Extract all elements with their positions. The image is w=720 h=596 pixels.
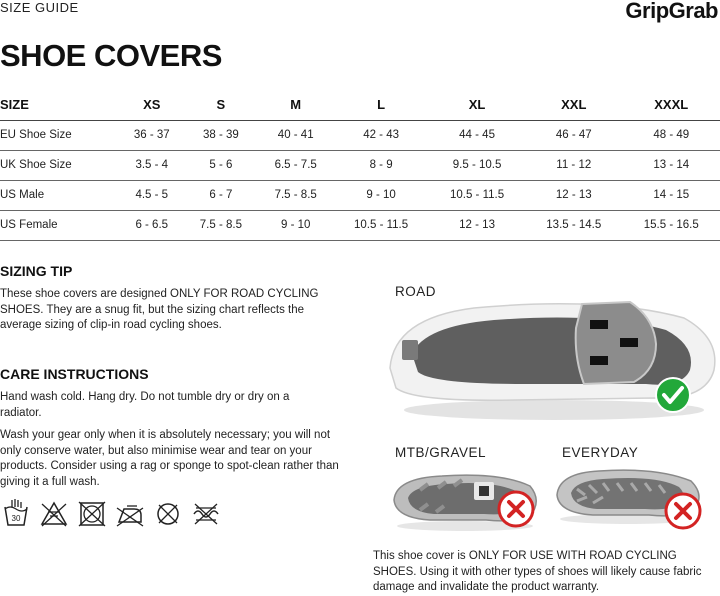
everyday-label: EVERYDAY <box>562 445 639 460</box>
table-cell: 44 - 45 <box>429 120 525 150</box>
page-title: SHOE COVERS <box>0 38 222 73</box>
brand-logo: GripGrab <box>625 0 718 23</box>
size-table <box>0 90 720 241</box>
size-guide-label: SIZE GUIDE <box>0 0 79 15</box>
no-dry-clean-icon <box>154 498 182 528</box>
table-cell: 7.5 - 8.5 <box>258 180 333 210</box>
column-header: S <box>183 90 258 120</box>
no-iron-icon <box>116 498 144 528</box>
table-cell: 9.5 - 10.5 <box>429 150 525 180</box>
table-cell: 6 - 7 <box>183 180 258 210</box>
table-cell: 3.5 - 4 <box>120 150 183 180</box>
table-cell: 42 - 43 <box>333 120 429 150</box>
table-cell: 38 - 39 <box>183 120 258 150</box>
cross-icon-everyday <box>664 492 702 535</box>
table-cell: 10.5 - 11.5 <box>429 180 525 210</box>
table-cell: 10.5 - 11.5 <box>333 210 429 240</box>
row-label: US Female <box>0 210 120 240</box>
table-cell: 9 - 10 <box>333 180 429 210</box>
care-text-2: Wash your gear only when it is absolutely necessary; you will not only conserve water, but also minimise wear and tear on your products. Consider using a rag or sponge to spot-clean rather than giving it a full wash. <box>0 429 339 488</box>
no-tumble-dry-icon <box>78 498 106 528</box>
check-icon <box>654 376 692 419</box>
no-bleach-icon <box>40 498 68 528</box>
table-cell: 36 - 37 <box>120 120 183 150</box>
table-cell: 4.5 - 5 <box>120 180 183 210</box>
table-cell: 40 - 41 <box>258 120 333 150</box>
wash-temp: 30 <box>11 514 21 523</box>
table-header-row <box>0 90 720 120</box>
table-cell: 9 - 10 <box>258 210 333 240</box>
sizing-tip-text: These shoe covers are designed ONLY FOR ROAD CYCLING SHOES. They are a snug fit, but the sizing chart reflects the average sizing of clip-in road cycling shoes. <box>0 288 319 331</box>
warranty-note: This shoe cover is ONLY FOR USE WITH ROAD CYCLING SHOES. Using it with other types of shoes will likely cause fabric damage and invalidate the product warranty. <box>373 550 702 593</box>
mtb-gravel-label: MTB/GRAVEL <box>395 445 487 460</box>
table-cell: 13.5 - 14.5 <box>525 210 622 240</box>
column-header: SIZE <box>0 90 120 120</box>
table-row <box>0 150 720 180</box>
care-text-1: Hand wash cold. Hang dry. Do not tumble dry or dry on a radiator. <box>0 391 290 419</box>
row-label: US Male <box>0 180 120 210</box>
row-label: UK Shoe Size <box>0 150 120 180</box>
column-header: XXXL <box>623 90 720 120</box>
table-cell: 12 - 13 <box>525 180 622 210</box>
table-cell: 12 - 13 <box>429 210 525 240</box>
hand-wash-icon <box>2 498 30 528</box>
sizing-tip-heading: SIZING TIP <box>0 263 73 279</box>
row-label: EU Shoe Size <box>0 120 120 150</box>
table-cell: 6.5 - 7.5 <box>258 150 333 180</box>
cross-icon-mtb <box>497 490 535 533</box>
table-row <box>0 180 720 210</box>
care-heading: CARE INSTRUCTIONS <box>0 366 149 382</box>
column-header: XXL <box>525 90 622 120</box>
table-cell: 6 - 6.5 <box>120 210 183 240</box>
table-cell: 14 - 15 <box>623 180 720 210</box>
table-cell: 48 - 49 <box>623 120 720 150</box>
care-symbols <box>2 498 220 528</box>
column-header: XS <box>120 90 183 120</box>
table-cell: 46 - 47 <box>525 120 622 150</box>
table-cell: 8 - 9 <box>333 150 429 180</box>
table-cell: 11 - 12 <box>525 150 622 180</box>
column-header: M <box>258 90 333 120</box>
table-cell: 5 - 6 <box>183 150 258 180</box>
column-header: L <box>333 90 429 120</box>
table-cell: 13 - 14 <box>623 150 720 180</box>
table-cell: 15.5 - 16.5 <box>623 210 720 240</box>
no-wring-icon <box>192 498 220 528</box>
table-cell: 7.5 - 8.5 <box>183 210 258 240</box>
column-header: XL <box>429 90 525 120</box>
table-row <box>0 210 720 240</box>
table-row <box>0 120 720 150</box>
road-label: ROAD <box>395 284 437 299</box>
